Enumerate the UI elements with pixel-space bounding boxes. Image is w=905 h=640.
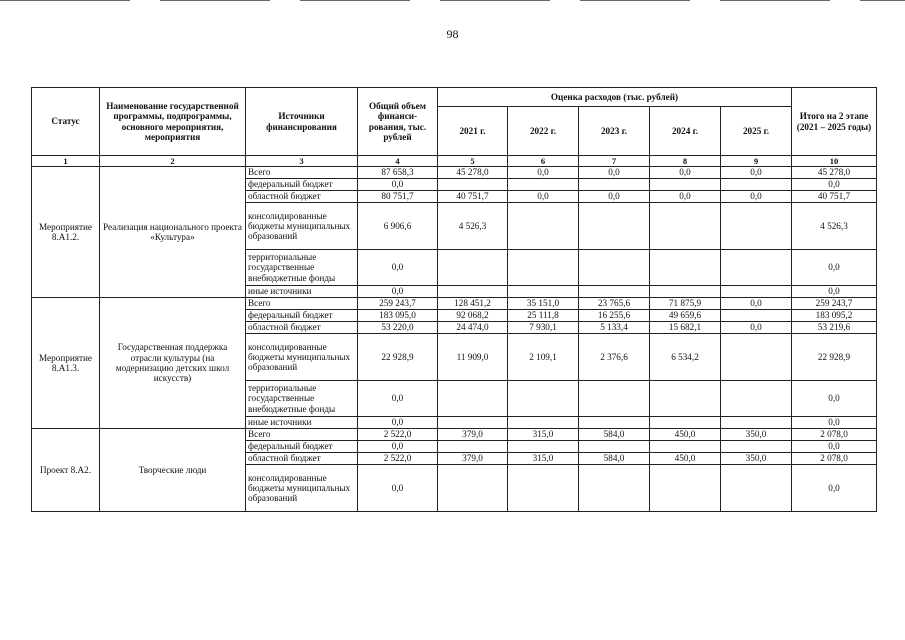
year-value-cell: 450,0 bbox=[650, 453, 721, 465]
year-value-cell bbox=[438, 441, 508, 453]
source-cell: федеральный бюджет bbox=[246, 179, 358, 191]
stage-total-cell: 40 751,7 bbox=[792, 191, 877, 203]
year-value-cell bbox=[438, 381, 508, 417]
year-value-cell bbox=[721, 310, 792, 322]
column-number: 8 bbox=[650, 156, 721, 167]
year-value-cell bbox=[721, 465, 792, 512]
year-value-cell bbox=[508, 417, 579, 429]
source-cell: федеральный бюджет bbox=[246, 310, 358, 322]
source-cell: областной бюджет bbox=[246, 322, 358, 334]
source-cell: консолидированные бюджеты муниципальных образований bbox=[246, 334, 358, 381]
column-number: 2 bbox=[100, 156, 246, 167]
total-cell: 0,0 bbox=[358, 441, 438, 453]
name-cell: Реализация национального проекта «Культура» bbox=[100, 167, 246, 298]
source-cell: Всего bbox=[246, 167, 358, 179]
header-stage-total: Итого на 2 этапе (2021 – 2025 годы) bbox=[792, 88, 877, 156]
stage-total-cell: 53 219,6 bbox=[792, 322, 877, 334]
total-cell: 2 522,0 bbox=[358, 453, 438, 465]
column-number: 6 bbox=[508, 156, 579, 167]
year-value-cell bbox=[650, 179, 721, 191]
year-value-cell: 350,0 bbox=[721, 429, 792, 441]
column-number: 10 bbox=[792, 156, 877, 167]
year-value-cell: 379,0 bbox=[438, 453, 508, 465]
stage-total-cell: 0,0 bbox=[792, 286, 877, 298]
year-value-cell: 0,0 bbox=[508, 167, 579, 179]
year-value-cell: 315,0 bbox=[508, 453, 579, 465]
column-number: 4 bbox=[358, 156, 438, 167]
year-value-cell: 49 659,6 bbox=[650, 310, 721, 322]
stage-total-cell: 22 928,9 bbox=[792, 334, 877, 381]
year-value-cell bbox=[650, 441, 721, 453]
source-cell: областной бюджет bbox=[246, 453, 358, 465]
year-value-cell bbox=[721, 381, 792, 417]
column-number: 7 bbox=[579, 156, 650, 167]
total-cell: 0,0 bbox=[358, 286, 438, 298]
year-value-cell: 40 751,7 bbox=[438, 191, 508, 203]
header-estimate: Оценка расходов (тыс. рублей) bbox=[438, 88, 792, 107]
stage-total-cell: 0,0 bbox=[792, 441, 877, 453]
source-cell: консолидированные бюджеты муниципальных образований bbox=[246, 465, 358, 512]
source-cell: консолидированные бюджеты муниципальных образований bbox=[246, 203, 358, 250]
source-cell: иные источники bbox=[246, 286, 358, 298]
year-value-cell: 584,0 bbox=[579, 453, 650, 465]
total-cell: 80 751,7 bbox=[358, 191, 438, 203]
table-row bbox=[32, 429, 877, 441]
year-value-cell: 128 451,2 bbox=[438, 298, 508, 310]
year-value-cell bbox=[721, 441, 792, 453]
year-value-cell: 0,0 bbox=[721, 298, 792, 310]
year-value-cell bbox=[650, 286, 721, 298]
year-value-cell bbox=[579, 203, 650, 250]
stage-total-cell: 0,0 bbox=[792, 381, 877, 417]
year-value-cell bbox=[438, 417, 508, 429]
year-value-cell bbox=[579, 441, 650, 453]
year-value-cell bbox=[438, 465, 508, 512]
total-cell: 0,0 bbox=[358, 179, 438, 191]
year-value-cell: 0,0 bbox=[650, 167, 721, 179]
total-cell: 22 928,9 bbox=[358, 334, 438, 381]
header-year: 2023 г. bbox=[579, 107, 650, 156]
year-value-cell bbox=[438, 179, 508, 191]
year-value-cell: 4 526,3 bbox=[438, 203, 508, 250]
year-value-cell: 450,0 bbox=[650, 429, 721, 441]
year-value-cell bbox=[721, 334, 792, 381]
year-value-cell bbox=[650, 203, 721, 250]
source-cell: областной бюджет bbox=[246, 191, 358, 203]
year-value-cell: 16 255,6 bbox=[579, 310, 650, 322]
year-value-cell bbox=[721, 417, 792, 429]
year-value-cell: 0,0 bbox=[650, 191, 721, 203]
year-value-cell: 25 111,8 bbox=[508, 310, 579, 322]
header-year: 2024 г. bbox=[650, 107, 721, 156]
year-value-cell bbox=[721, 286, 792, 298]
total-cell: 6 906,6 bbox=[358, 203, 438, 250]
year-value-cell bbox=[650, 465, 721, 512]
year-value-cell: 379,0 bbox=[438, 429, 508, 441]
year-value-cell bbox=[508, 465, 579, 512]
header-year: 2021 г. bbox=[438, 107, 508, 156]
year-value-cell: 11 909,0 bbox=[438, 334, 508, 381]
header-name: Наименование государственной программы, подпрограммы, основного мероприятия, мероприятия bbox=[100, 88, 246, 156]
total-cell: 0,0 bbox=[358, 417, 438, 429]
page-number: 98 bbox=[446, 27, 459, 41]
year-value-cell: 92 068,2 bbox=[438, 310, 508, 322]
year-value-cell: 350,0 bbox=[721, 453, 792, 465]
source-cell: территориальные государственные внебюджетные фонды bbox=[246, 381, 358, 417]
status-cell: Мероприятие 8.А1.3. bbox=[32, 298, 100, 429]
header-status: Статус bbox=[32, 88, 100, 156]
stage-total-cell: 0,0 bbox=[792, 179, 877, 191]
stage-total-cell: 0,0 bbox=[792, 465, 877, 512]
header-total-volume: Общий объем финанси-рования, тыс. рублей bbox=[358, 88, 438, 156]
year-value-cell bbox=[438, 286, 508, 298]
total-cell: 87 658,3 bbox=[358, 167, 438, 179]
year-value-cell: 5 133,4 bbox=[579, 322, 650, 334]
year-value-cell: 24 474,0 bbox=[438, 322, 508, 334]
stage-total-cell: 0,0 bbox=[792, 250, 877, 286]
year-value-cell bbox=[508, 381, 579, 417]
total-cell: 53 220,0 bbox=[358, 322, 438, 334]
year-value-cell bbox=[508, 286, 579, 298]
total-cell: 183 095,0 bbox=[358, 310, 438, 322]
year-value-cell bbox=[721, 250, 792, 286]
year-value-cell bbox=[650, 417, 721, 429]
year-value-cell: 15 682,1 bbox=[650, 322, 721, 334]
year-value-cell bbox=[721, 179, 792, 191]
stage-total-cell: 0,0 bbox=[792, 417, 877, 429]
year-value-cell bbox=[650, 250, 721, 286]
column-number: 3 bbox=[246, 156, 358, 167]
stage-total-cell: 2 078,0 bbox=[792, 453, 877, 465]
table-row bbox=[32, 298, 877, 310]
table-row bbox=[32, 167, 877, 179]
year-value-cell: 23 765,6 bbox=[579, 298, 650, 310]
source-cell: федеральный бюджет bbox=[246, 441, 358, 453]
year-value-cell bbox=[579, 286, 650, 298]
year-value-cell bbox=[438, 250, 508, 286]
status-cell: Проект 8.А2. bbox=[32, 429, 100, 512]
year-value-cell bbox=[650, 381, 721, 417]
source-cell: Всего bbox=[246, 429, 358, 441]
total-cell: 259 243,7 bbox=[358, 298, 438, 310]
year-value-cell: 0,0 bbox=[579, 167, 650, 179]
total-cell: 0,0 bbox=[358, 250, 438, 286]
year-value-cell: 584,0 bbox=[579, 429, 650, 441]
year-value-cell: 35 151,0 bbox=[508, 298, 579, 310]
year-value-cell bbox=[579, 465, 650, 512]
year-value-cell bbox=[579, 381, 650, 417]
column-number: 1 bbox=[32, 156, 100, 167]
header-year: 2022 г. bbox=[508, 107, 579, 156]
year-value-cell bbox=[508, 441, 579, 453]
year-value-cell: 2 376,6 bbox=[579, 334, 650, 381]
stage-total-cell: 4 526,3 bbox=[792, 203, 877, 250]
column-number: 9 bbox=[721, 156, 792, 167]
header-year: 2025 г. bbox=[721, 107, 792, 156]
budget-table bbox=[31, 87, 877, 512]
year-value-cell bbox=[579, 179, 650, 191]
year-value-cell: 315,0 bbox=[508, 429, 579, 441]
year-value-cell: 0,0 bbox=[508, 191, 579, 203]
source-cell: территориальные государственные внебюджетные фонды bbox=[246, 250, 358, 286]
status-cell: Мероприятие 8.А1.2. bbox=[32, 167, 100, 298]
year-value-cell bbox=[508, 250, 579, 286]
year-value-cell: 0,0 bbox=[579, 191, 650, 203]
stage-total-cell: 259 243,7 bbox=[792, 298, 877, 310]
year-value-cell bbox=[508, 179, 579, 191]
year-value-cell: 0,0 bbox=[721, 322, 792, 334]
year-value-cell: 0,0 bbox=[721, 167, 792, 179]
year-value-cell: 6 534,2 bbox=[650, 334, 721, 381]
name-cell: Творческие люди bbox=[100, 429, 246, 512]
stage-total-cell: 2 078,0 bbox=[792, 429, 877, 441]
year-value-cell bbox=[508, 203, 579, 250]
source-cell: Всего bbox=[246, 298, 358, 310]
stage-total-cell: 45 278,0 bbox=[792, 167, 877, 179]
year-value-cell: 45 278,0 bbox=[438, 167, 508, 179]
column-number: 5 bbox=[438, 156, 508, 167]
year-value-cell: 7 930,1 bbox=[508, 322, 579, 334]
total-cell: 2 522,0 bbox=[358, 429, 438, 441]
table-body bbox=[32, 167, 877, 512]
year-value-cell bbox=[721, 203, 792, 250]
total-cell: 0,0 bbox=[358, 465, 438, 512]
header-sources: Источники финансирования bbox=[246, 88, 358, 156]
year-value-cell: 0,0 bbox=[721, 191, 792, 203]
total-cell: 0,0 bbox=[358, 381, 438, 417]
year-value-cell bbox=[579, 250, 650, 286]
source-cell: иные источники bbox=[246, 417, 358, 429]
year-value-cell: 71 875,9 bbox=[650, 298, 721, 310]
year-value-cell: 2 109,1 bbox=[508, 334, 579, 381]
stage-total-cell: 183 095,2 bbox=[792, 310, 877, 322]
top-rule-lines bbox=[0, 0, 905, 4]
name-cell: Государственная поддержка отрасли культуры (на модернизацию детских школ искусств) bbox=[100, 298, 246, 429]
year-value-cell bbox=[579, 417, 650, 429]
